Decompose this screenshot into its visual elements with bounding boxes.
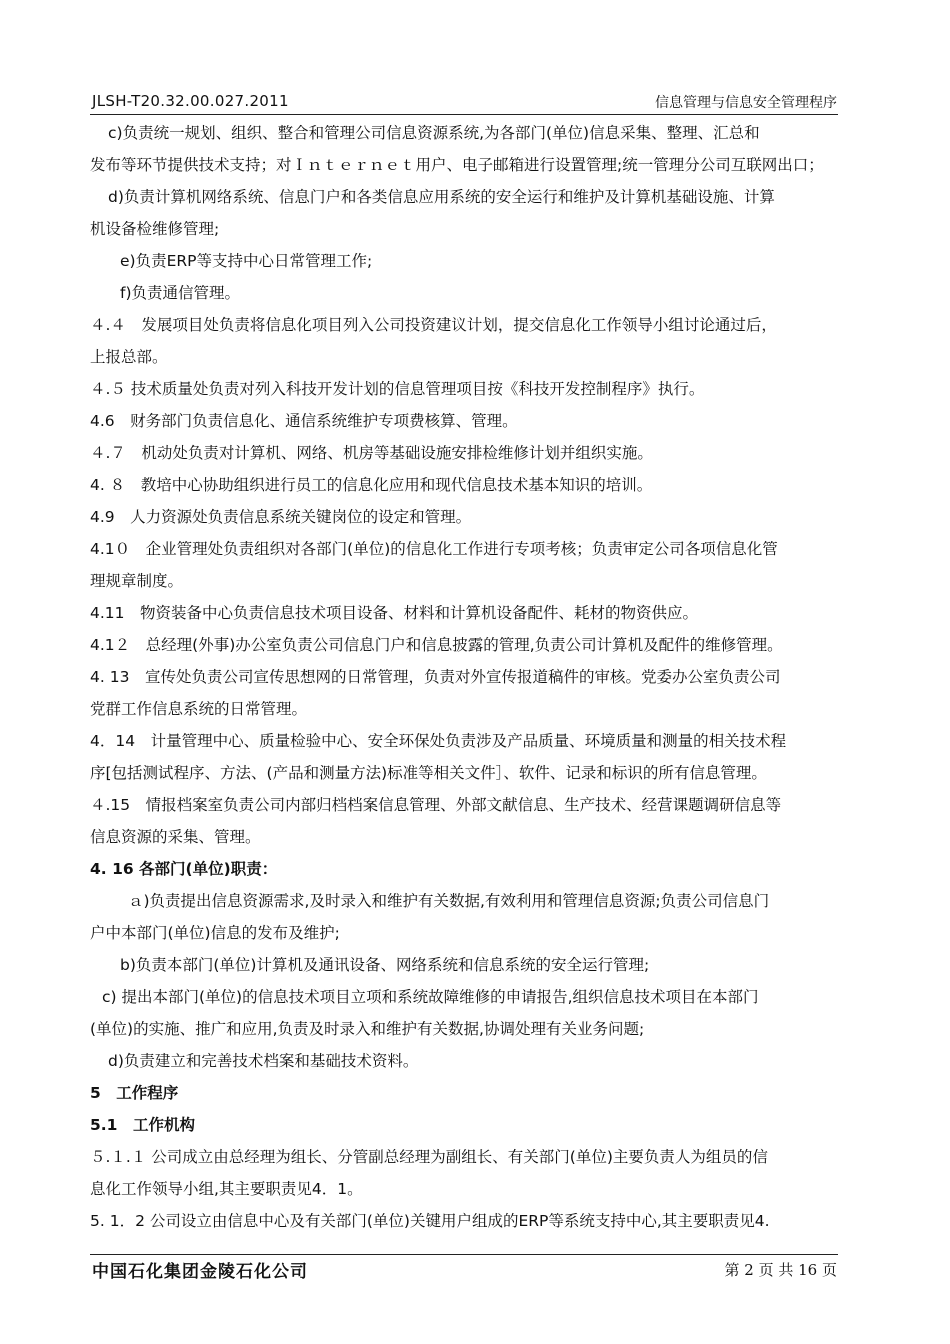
text-line: e)负责ERP等支持中心日常管理工作; — [120, 252, 373, 270]
text-line: ５.１.１ 公司成立由总经理为组长、分管副总经理为副组长、有关部门(单位)主要负责人为组员的信 — [90, 1148, 768, 1166]
text-line: 党群工作信息系统的日常管理。 — [90, 700, 308, 718]
text-line: 4.1２ 总经理(外事)办公室负责公司信息门户和信息披露的管理,负责公司计算机及配件的维修管理。 — [90, 636, 783, 654]
text-line: 户中本部门(单位)信息的发布及维护; — [90, 924, 340, 942]
text-line: 4．14 计量管理中心、质量检验中心、安全环保处负责涉及产品质量、环境质量和测量的相关技术程 — [90, 732, 787, 750]
company-name: 中国石化集团金陵石化公司 — [92, 1262, 308, 1282]
document-body — [90, 117, 838, 1237]
header-divider — [90, 114, 838, 115]
text-line: 息化工作领导小组,其主要职责见4．1。 — [90, 1180, 363, 1198]
text-line: 4.1０ 企业管理处负责组织对各部门(单位)的信息化工作进行专项考核；负责审定公司各项信息化管 — [90, 540, 778, 558]
text-line: ４.４ 发展项目处负责将信息化项目列入公司投资建议计划，提交信息化工作领导小组讨论通过后， — [90, 316, 777, 334]
text-line: 5.1 工作机构 — [90, 1116, 195, 1134]
page-number: 第 2 页 共 16 页 — [724, 1261, 837, 1279]
text-line: 理规章制度。 — [90, 572, 184, 590]
text-line: ４.７ 机动处负责对计算机、网络、机房等基础设施安排检维修计划并组织实施。 — [90, 444, 653, 462]
text-line: 5. 1．2 公司设立由信息中心及有关部门(单位)关键用户组成的ERP等系统支持中心,其主要职责见4. — [90, 1212, 770, 1230]
text-line: ａ)负责提出信息资源需求,及时录入和维护有关数据,有效利用和管理信息资源;负责公司信息门 — [128, 892, 770, 910]
text-line: 4.11 物资装备中心负责信息技术项目设备、材料和计算机设备配件、耗材的物资供应。 — [90, 604, 699, 622]
text-line: f)负责通信管理。 — [120, 284, 241, 302]
text-line: 4.6 财务部门负责信息化、通信系统维护专项费核算、管理。 — [90, 412, 518, 430]
text-line: b)负责本部门(单位)计算机及通讯设备、网络系统和信息系统的安全运行管理; — [120, 956, 650, 974]
text-line: (单位)的实施、推广和应用,负责及时录入和维护有关数据,协调处理有关业务问题; — [90, 1020, 645, 1038]
text-line: 4. 13 宣传处负责公司宣传思想网的日常管理，负责对外宣传报道稿件的审核。党委办公室负责公司 — [90, 668, 781, 686]
text-line: 机设备检维修管理; — [90, 220, 220, 238]
text-line: c) 提出本部门(单位)的信息技术项目立项和系统故障维修的申请报告,组织信息技术项目在本部门 — [102, 988, 759, 1006]
text-line: 4. ８ 教培中心协助组织进行员工的信息化应用和现代信息技术基本知识的培训。 — [90, 476, 653, 494]
text-line: 5 工作程序 — [90, 1084, 179, 1102]
text-line: 信息资源的采集、管理。 — [90, 828, 261, 846]
text-line: d)负责计算机网络系统、信息门户和各类信息应用系统的安全运行和维护及计算机基础设施、计算 — [108, 188, 775, 206]
text-line: ４.15 情报档案室负责公司内部归档档案信息管理、外部文献信息、生产技术、经营课题调研信息等 — [90, 796, 782, 814]
text-line: 上报总部。 — [90, 348, 168, 366]
text-line: d)负责建立和完善技术档案和基础技术资料。 — [108, 1052, 419, 1070]
document-title: 信息管理与信息安全管理程序 — [655, 95, 837, 111]
text-line: c)负责统一规划、组织、整合和管理公司信息资源系统,为各部门(单位)信息采集、整理、汇总和 — [108, 124, 760, 142]
document-code: JLSH-T20.32.00.027.2011 — [92, 92, 289, 110]
text-line: 发布等环节提供技术支持；对Ｉｎｔｅｒｎｅｔ用户、电子邮箱进行设置管理;统一管理分公司互联网出口； — [90, 156, 824, 174]
footer-divider — [90, 1254, 838, 1255]
text-line: 序[包括测试程序、方法、(产品和测量方法)标准等相关文件］、软件、记录和标识的所有信息管理。 — [90, 764, 767, 782]
text-line: ４.５ 技术质量处负责对列入科技开发计划的信息管理项目按《科技开发控制程序》执行。 — [90, 380, 705, 398]
text-line: 4. 16 各部门(单位)职责： — [90, 860, 278, 878]
text-line: 4.9 人力资源处负责信息系统关键岗位的设定和管理。 — [90, 508, 472, 526]
